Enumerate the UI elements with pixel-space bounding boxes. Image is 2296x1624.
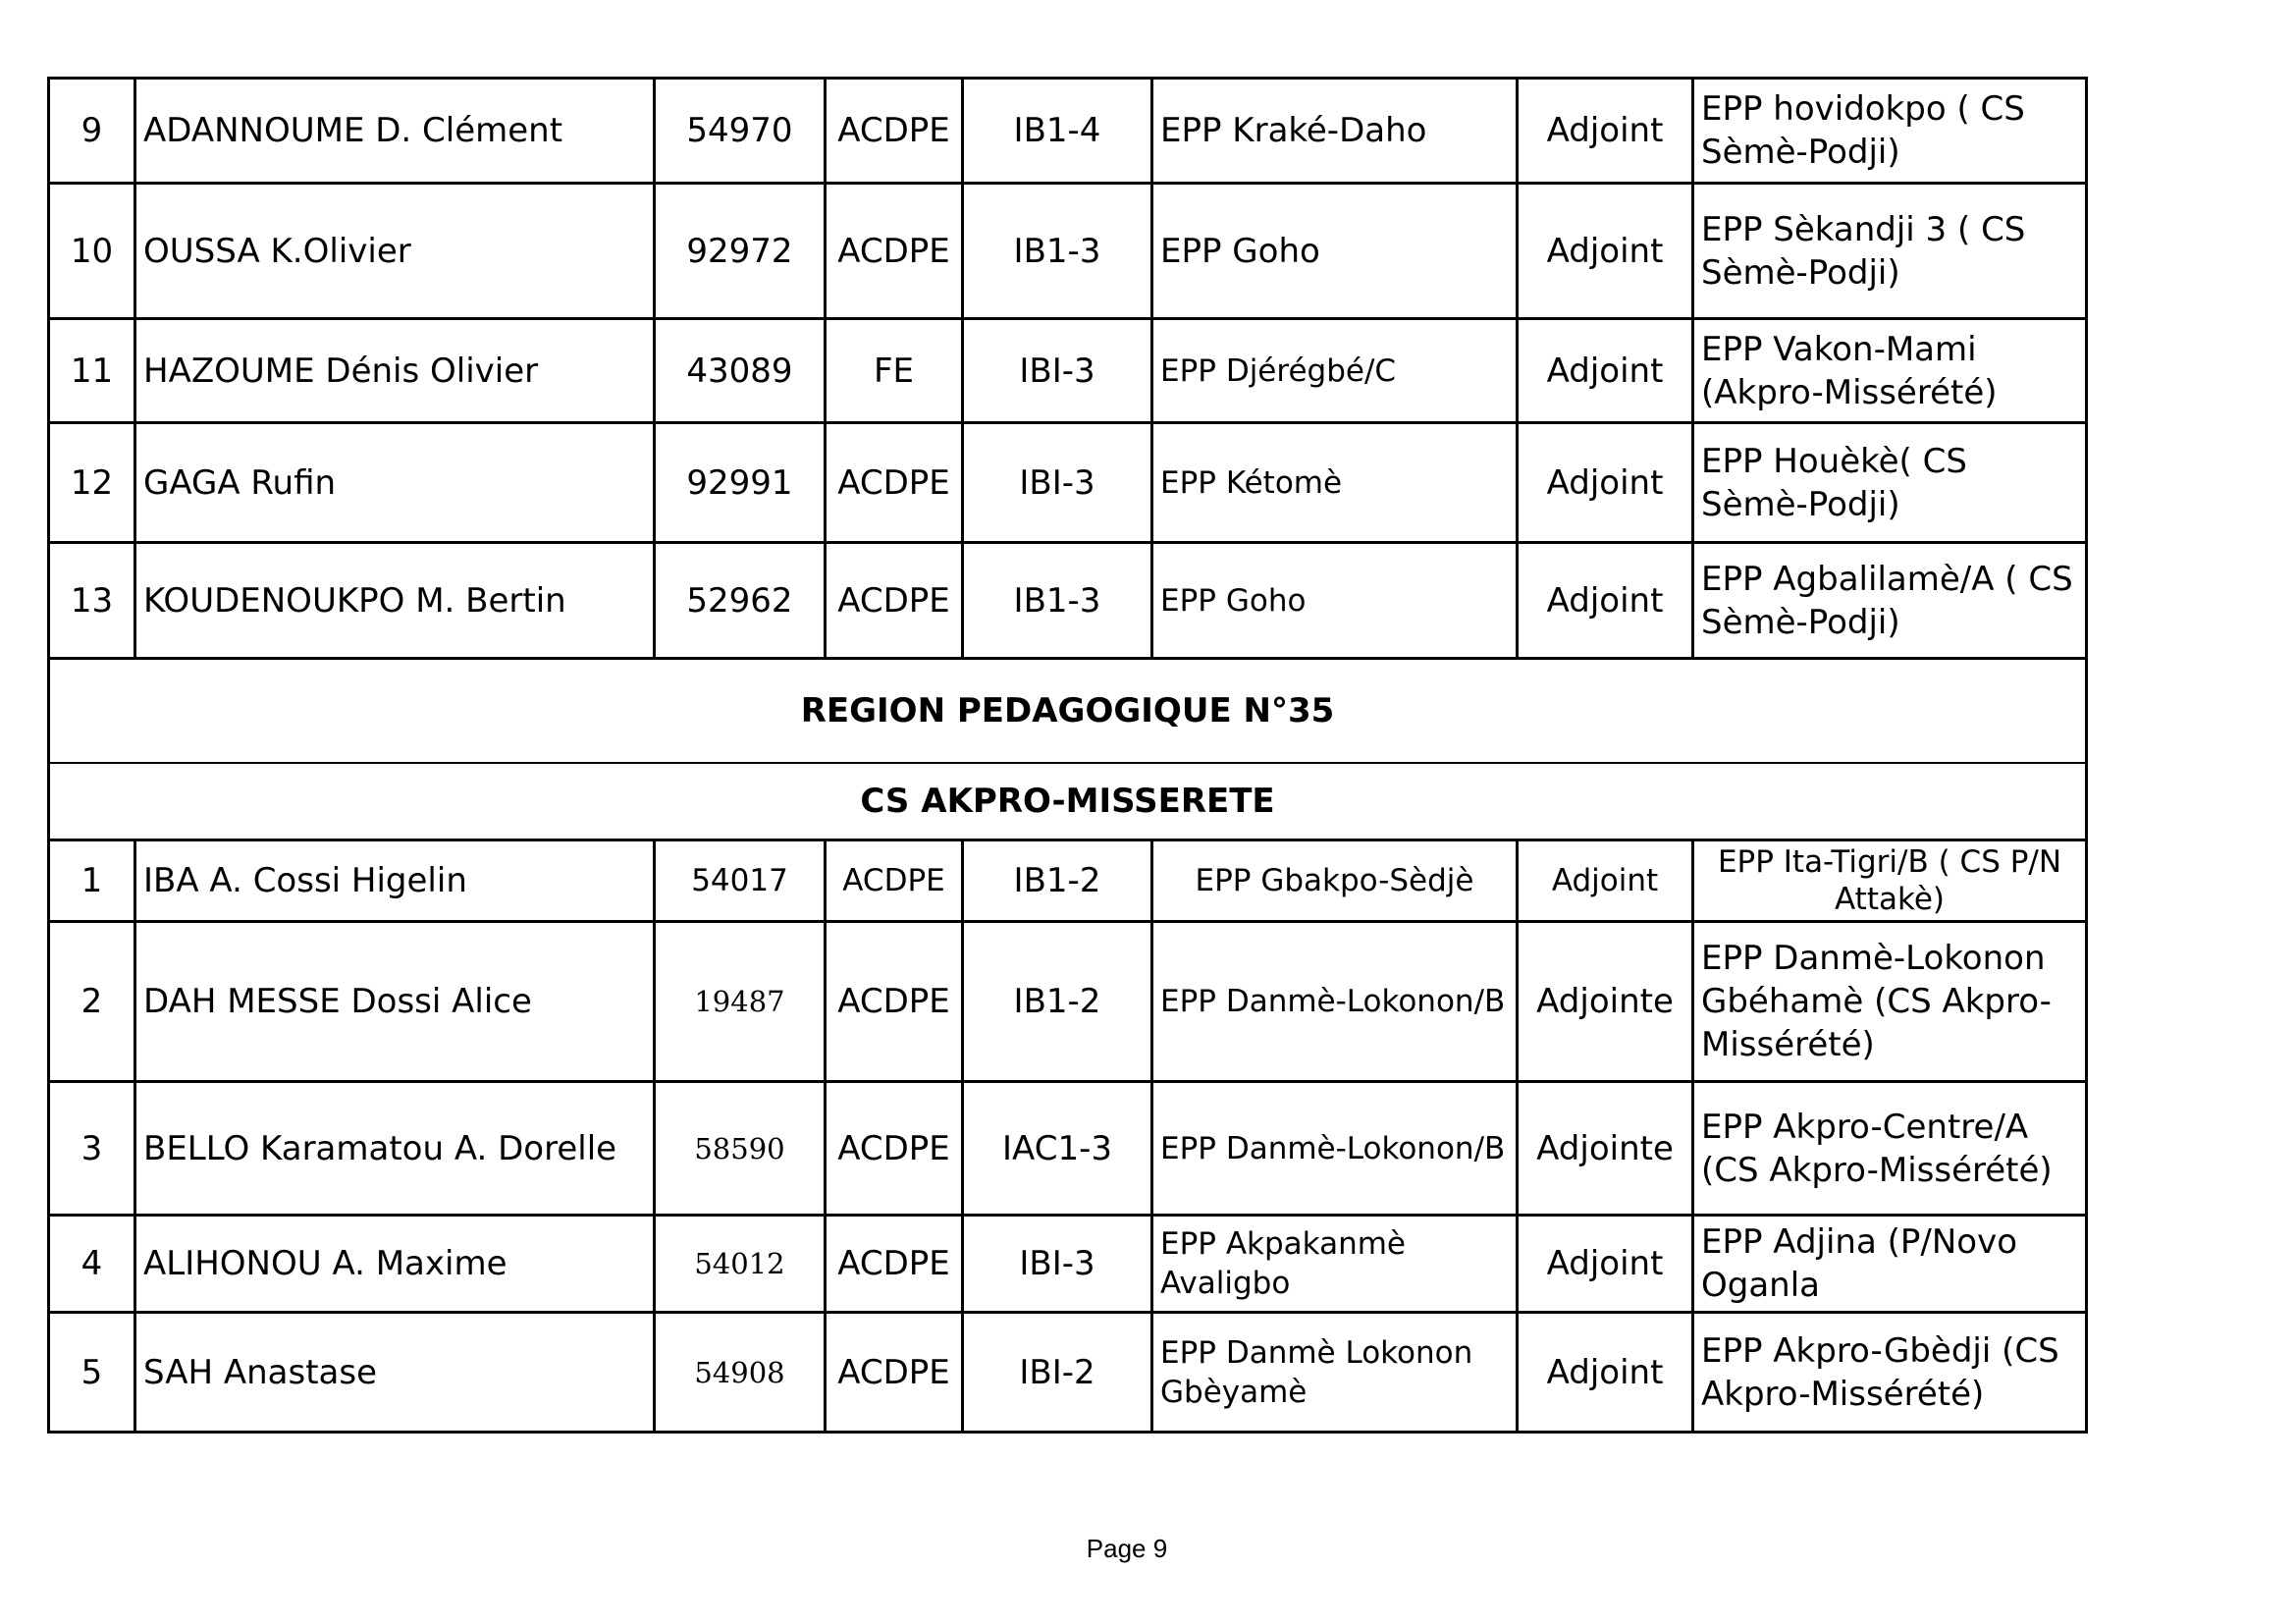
role: Adjoint [1518,840,1693,922]
grade: IB1-3 [963,184,1152,319]
status: ACDPE [826,1082,963,1216]
grade: IB1-2 [963,840,1152,922]
current-school: EPP Akpakanmè Avaligbo [1152,1216,1518,1313]
status: ACDPE [826,184,963,319]
status: ACDPE [826,79,963,184]
matricule: 58590 [655,1082,826,1216]
status: ACDPE [826,840,963,922]
current-school: EPP Kraké-Daho [1152,79,1518,184]
new-post: EPP Sèkandji 3 ( CS Sèmè-Podji) [1693,184,2087,319]
role: Adjointe [1518,922,1693,1082]
grade: IB1-2 [963,922,1152,1082]
cs-heading: CS AKPRO-MISSERETE [49,763,2087,840]
role: Adjoint [1518,543,1693,659]
matricule: 19487 [655,922,826,1082]
row-number: 4 [49,1216,135,1313]
matricule: 54012 [655,1216,826,1313]
teacher-name: IBA A. Cossi Higelin [135,840,655,922]
current-school: EPP Danmè Lokonon Gbèyamè [1152,1313,1518,1433]
role: Adjoint [1518,319,1693,423]
matricule: 92972 [655,184,826,319]
table-row [49,1313,2087,1433]
row-number: 10 [49,184,135,319]
role: Adjoint [1518,184,1693,319]
current-school: EPP Goho [1152,543,1518,659]
new-post: EPP Houèkè( CS Sèmè-Podji) [1693,423,2087,543]
teacher-name: ALIHONOU A. Maxime [135,1216,655,1313]
row-number: 9 [49,79,135,184]
current-school: EPP Danmè-Lokonon/B [1152,922,1518,1082]
status: ACDPE [826,543,963,659]
current-school: EPP Kétomè [1152,423,1518,543]
grade: IBI-3 [963,1216,1152,1313]
current-school: EPP Gbakpo-Sèdjè [1152,840,1518,922]
table-row [49,840,2087,922]
matricule: 43089 [655,319,826,423]
table-row [49,1082,2087,1216]
grade: IBI-2 [963,1313,1152,1433]
new-post: EPP Adjina (P/Novo Oganla [1693,1216,2087,1313]
status: ACDPE [826,1313,963,1433]
table-row [49,184,2087,319]
teacher-name: OUSSA K.Olivier [135,184,655,319]
teacher-name: KOUDENOUKPO M. Bertin [135,543,655,659]
table-row [49,543,2087,659]
current-school: EPP Djérégbé/C [1152,319,1518,423]
new-post: EPP Akpro-Centre/A (CS Akpro-Missérété) [1693,1082,2087,1216]
grade: IAC1-3 [963,1082,1152,1216]
matricule: 52962 [655,543,826,659]
status: FE [826,319,963,423]
row-number: 1 [49,840,135,922]
current-school: EPP Goho [1152,184,1518,319]
teacher-name: GAGA Rufin [135,423,655,543]
row-number: 11 [49,319,135,423]
matricule: 92991 [655,423,826,543]
new-post: EPP Akpro-Gbèdji (CS Akpro-Missérété) [1693,1313,2087,1433]
page-number: Page 9 [1086,1534,1168,1563]
teacher-name: HAZOUME Dénis Olivier [135,319,655,423]
teacher-name: ADANNOUME D. Clément [135,79,655,184]
current-school: EPP Danmè-Lokonon/B [1152,1082,1518,1216]
cs-heading-row [49,763,2087,840]
roster-table [47,77,2088,1434]
row-number: 5 [49,1313,135,1433]
status: ACDPE [826,423,963,543]
new-post: EPP Vakon-Mami (Akpro-Missérété) [1693,319,2087,423]
region-heading: REGION PEDAGOGIQUE N°35 [49,659,2087,763]
row-number: 13 [49,543,135,659]
status: ACDPE [826,1216,963,1313]
row-number: 2 [49,922,135,1082]
table-row [49,1216,2087,1313]
grade: IB1-4 [963,79,1152,184]
role: Adjoint [1518,79,1693,184]
grade: IBI-3 [963,319,1152,423]
table-row [49,423,2087,543]
table-row [49,319,2087,423]
role: Adjoint [1518,423,1693,543]
status: ACDPE [826,922,963,1082]
grade: IBI-3 [963,423,1152,543]
teacher-name: BELLO Karamatou A. Dorelle [135,1082,655,1216]
teacher-name: DAH MESSE Dossi Alice [135,922,655,1082]
new-post: EPP Ita-Tigri/B ( CS P/N Attakè) [1693,840,2087,922]
role: Adjoint [1518,1216,1693,1313]
new-post: EPP hovidokpo ( CS Sèmè-Podji) [1693,79,2087,184]
row-number: 12 [49,423,135,543]
table-row [49,79,2087,184]
matricule: 54017 [655,840,826,922]
new-post: EPP Agbalilamè/A ( CS Sèmè-Podji) [1693,543,2087,659]
teacher-name: SAH Anastase [135,1313,655,1433]
matricule: 54908 [655,1313,826,1433]
region-heading-row [49,659,2087,763]
grade: IB1-3 [963,543,1152,659]
role: Adjointe [1518,1082,1693,1216]
new-post: EPP Danmè-Lokonon Gbéhamè (CS Akpro-Missérété) [1693,922,2087,1082]
matricule: 54970 [655,79,826,184]
role: Adjoint [1518,1313,1693,1433]
table-row [49,922,2087,1082]
row-number: 3 [49,1082,135,1216]
